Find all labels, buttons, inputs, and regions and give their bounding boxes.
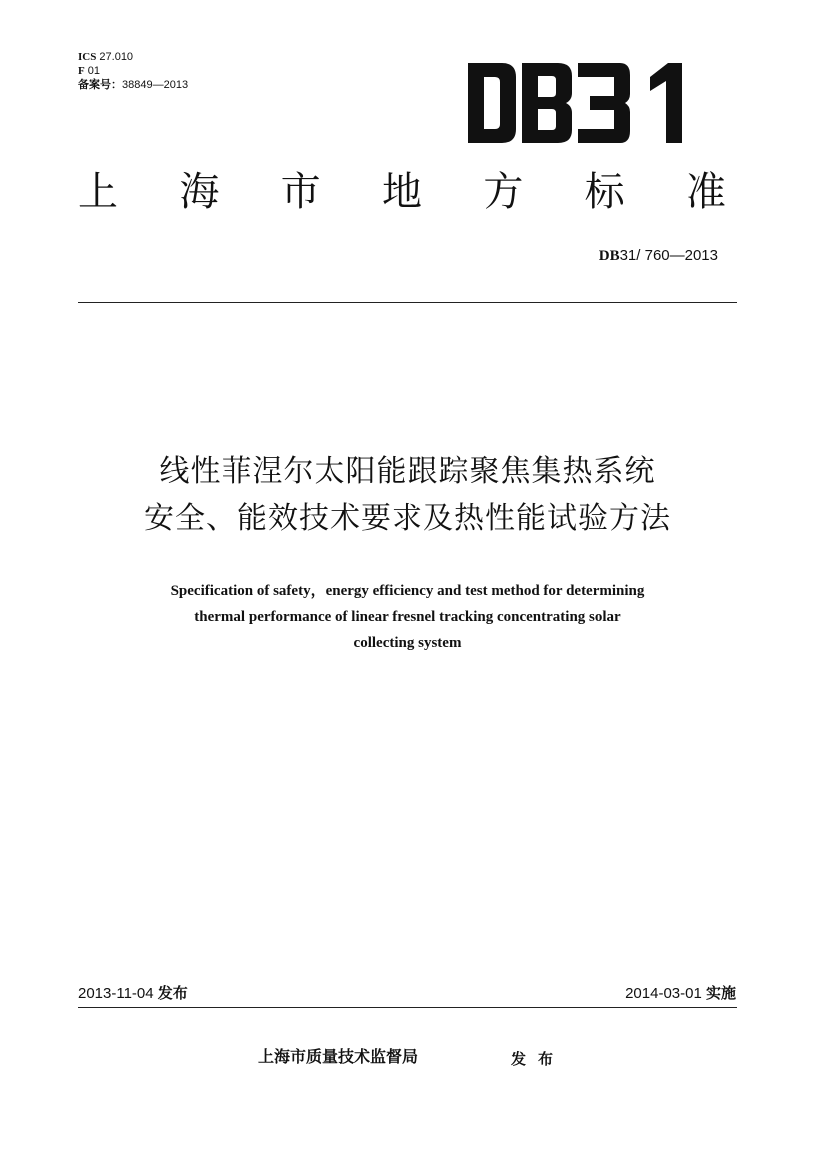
- chinese-title: [0, 448, 815, 542]
- standard-type-char: 准: [685, 169, 726, 215]
- standard-code: [599, 247, 718, 265]
- record-line: [78, 78, 188, 92]
- chinese-title-line2: 安全、能效技术要求及热性能试验方法: [144, 501, 671, 536]
- standard-type-char: 标: [584, 169, 625, 215]
- publish-date: [78, 983, 188, 1004]
- standard-type-char: 市: [280, 169, 321, 215]
- classification-block: [78, 50, 188, 92]
- publish-date-label: 发布: [157, 984, 188, 1002]
- top-divider: [78, 302, 737, 303]
- standard-type-char: 地: [381, 169, 422, 215]
- standard-code-prefix: DB: [598, 248, 620, 264]
- implement-date: [625, 983, 736, 1004]
- english-title-line1: Specification of safety，energy efficiency and test method for determining: [170, 583, 645, 599]
- ics-value: 27.010: [99, 51, 134, 63]
- ccs-label: F: [78, 65, 85, 77]
- publish-date-value: 2013-11-04: [78, 985, 154, 1002]
- standard-type-char: 海: [179, 169, 220, 215]
- record-value: 38849—2013: [122, 79, 189, 91]
- bottom-divider: [78, 1007, 737, 1008]
- english-title-line3: collecting system: [353, 635, 462, 651]
- standard-code-rest: 31/ 760—2013: [619, 247, 718, 264]
- english-title-line2: thermal performance of linear fresnel tracking concentrating solar: [194, 609, 621, 625]
- record-label: 备案号：: [78, 78, 122, 91]
- standard-type-char: 上: [78, 169, 118, 215]
- issue-action: 发布: [511, 1050, 566, 1068]
- db31-logo: [468, 63, 690, 143]
- issuing-authority: 上海市质量技术监督局: [258, 1047, 419, 1066]
- english-title: [0, 578, 815, 656]
- implement-date-value: 2014-03-01: [625, 985, 702, 1002]
- chinese-title-line1: 线性菲涅尔太阳能跟踪聚焦集热系统: [159, 454, 656, 489]
- ccs-line: [78, 64, 188, 78]
- ics-line: [78, 50, 188, 64]
- implement-date-label: 实施: [705, 984, 736, 1002]
- ccs-value: 01: [87, 65, 101, 77]
- standard-type-heading: [78, 166, 726, 218]
- ics-label: ICS: [78, 51, 97, 63]
- standard-type-char: 方: [483, 169, 524, 215]
